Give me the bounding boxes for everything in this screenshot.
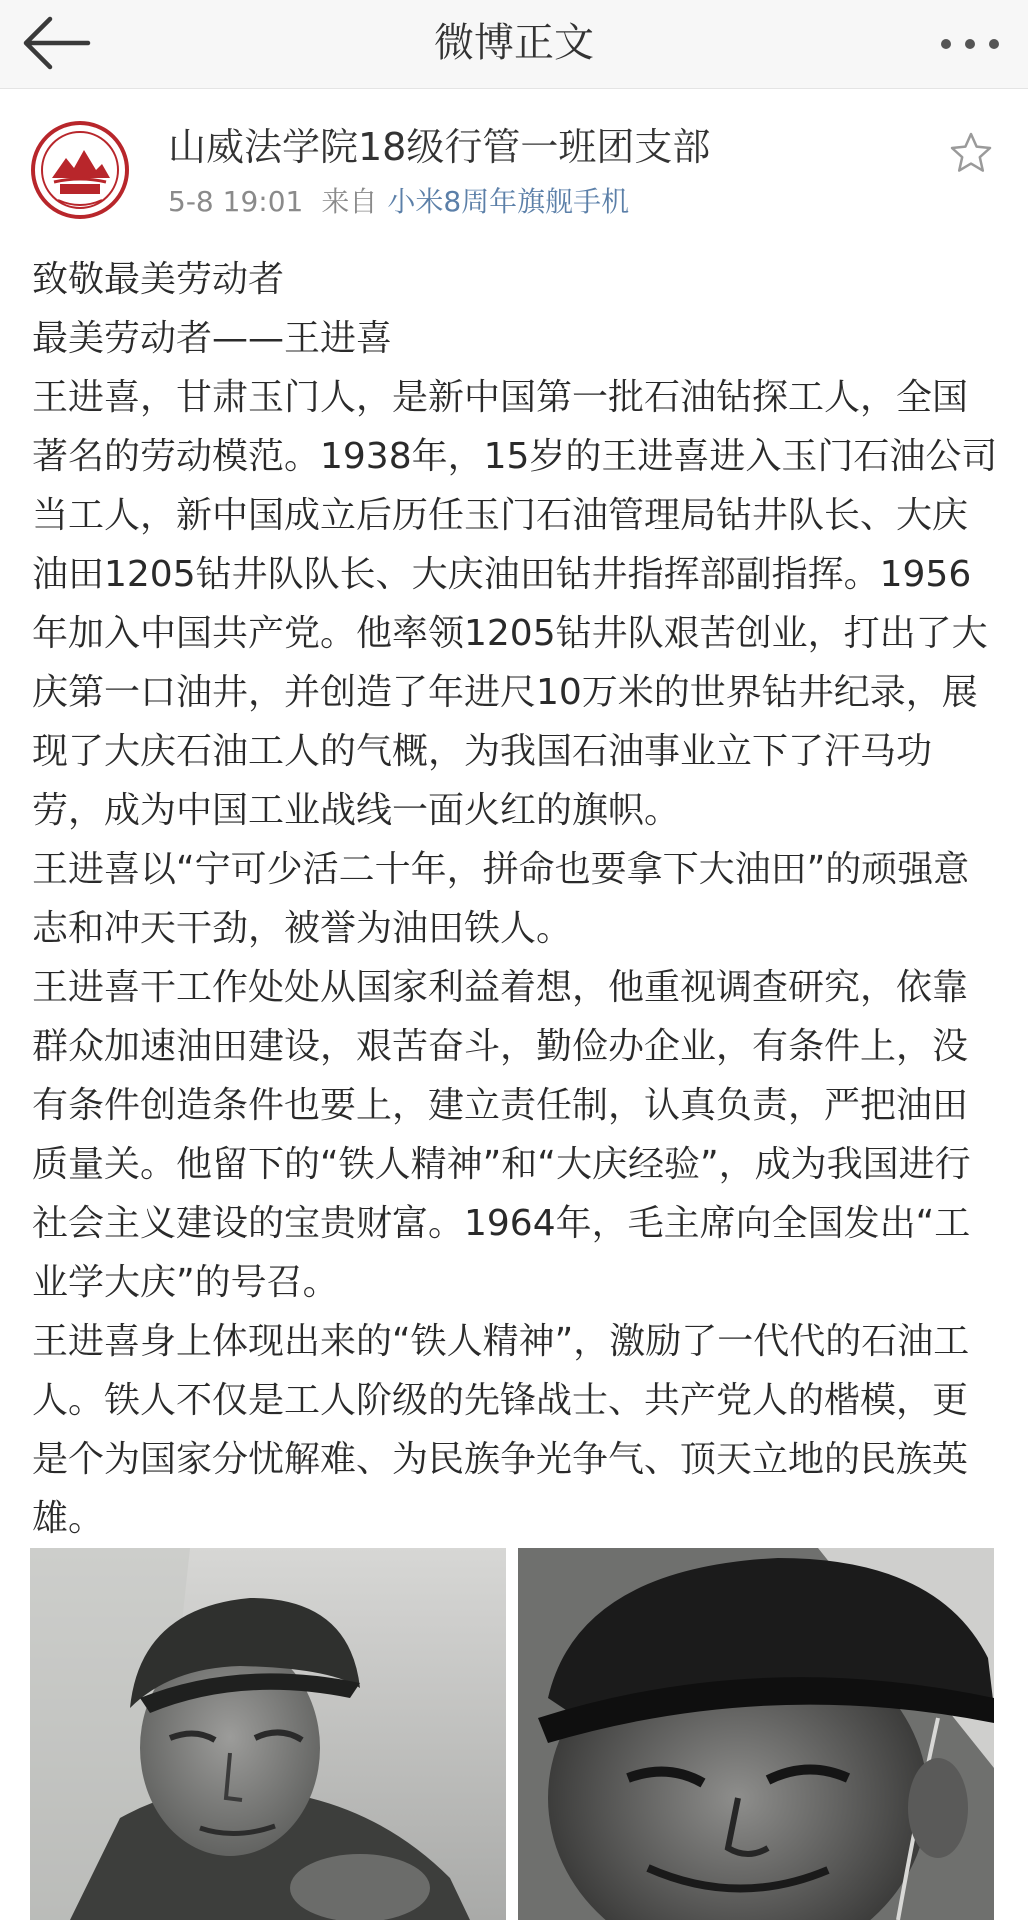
post-paragraph: 王进喜，甘肃玉门人，是新中国第一批石油钻探工人，全国著名的劳动模范。1938年，15岁的王进喜进入玉门石油公司当工人，新中国成立后历任玉门石油管理局钻井队长、大庆油田1205钻井队队长、大庆油田钻井指挥部副指挥。1956年加入中国共产党。他率领1205钻井队艰苦创业，打出了大庆第一口油井，并创造了年进尺10万米的世界钻井纪录，展现了大庆石油工人的气概，为我国石油事业立下了汗马功劳，成为中国工业战线一面火红的旗帜。 xyxy=(32,377,998,831)
favorite-button[interactable] xyxy=(948,130,994,176)
author-name[interactable]: 山威法学院18级行管一班团支部 xyxy=(168,125,711,169)
worker-closeup-image xyxy=(518,1548,994,1920)
post-paragraph: 王进喜以“宁可少活二十年，拼命也要拿下大油田”的顽强意志和冲天干劲，被誉为油田铁人。 xyxy=(32,849,970,949)
post-paragraph: 最美劳动者——王进喜 xyxy=(32,318,393,359)
page-title: 微博正文 xyxy=(434,20,594,66)
post-meta xyxy=(168,182,629,222)
source-prefix: 来自 xyxy=(321,185,378,218)
post-body xyxy=(32,250,1002,1548)
post-paragraph: 王进喜身上体现出来的“铁人精神”，激励了一代代的石油工人。铁人不仅是工人阶级的先锋战士、共产党人的楷模，更是个为国家分忧解难、为民族争光争气、顶天立地的民族英雄。 xyxy=(32,1321,970,1539)
post-paragraph: 致敬最美劳动者 xyxy=(32,259,285,300)
worker-photo-image xyxy=(30,1548,506,1920)
post-time: 5-8 19:01 xyxy=(168,185,304,218)
top-navbar xyxy=(0,0,1028,89)
post-paragraph: 王进喜干工作处处从国家利益着想，他重视调查研究，依靠群众加速油田建设，艰苦奋斗，勤俭办企业，有条件上，没有条件创造条件也要上，建立责任制，认真负责，严把油田质量关。他留下的“铁人精神”和“大庆经验”，成为我国进行社会主义建设的宝贵财富。1964年，毛主席向全国发出“工业学大庆”的号召。 xyxy=(32,967,971,1303)
source-link[interactable]: 小米8周年旗舰手机 xyxy=(387,185,630,218)
author-avatar[interactable] xyxy=(30,120,130,220)
star-outline-icon xyxy=(948,130,994,176)
post-photo-1[interactable] xyxy=(30,1548,506,1920)
more-dots-icon xyxy=(934,16,1006,72)
more-button[interactable] xyxy=(934,16,1006,72)
school-emblem-icon xyxy=(30,120,130,220)
post-photo-2[interactable] xyxy=(518,1548,994,1920)
